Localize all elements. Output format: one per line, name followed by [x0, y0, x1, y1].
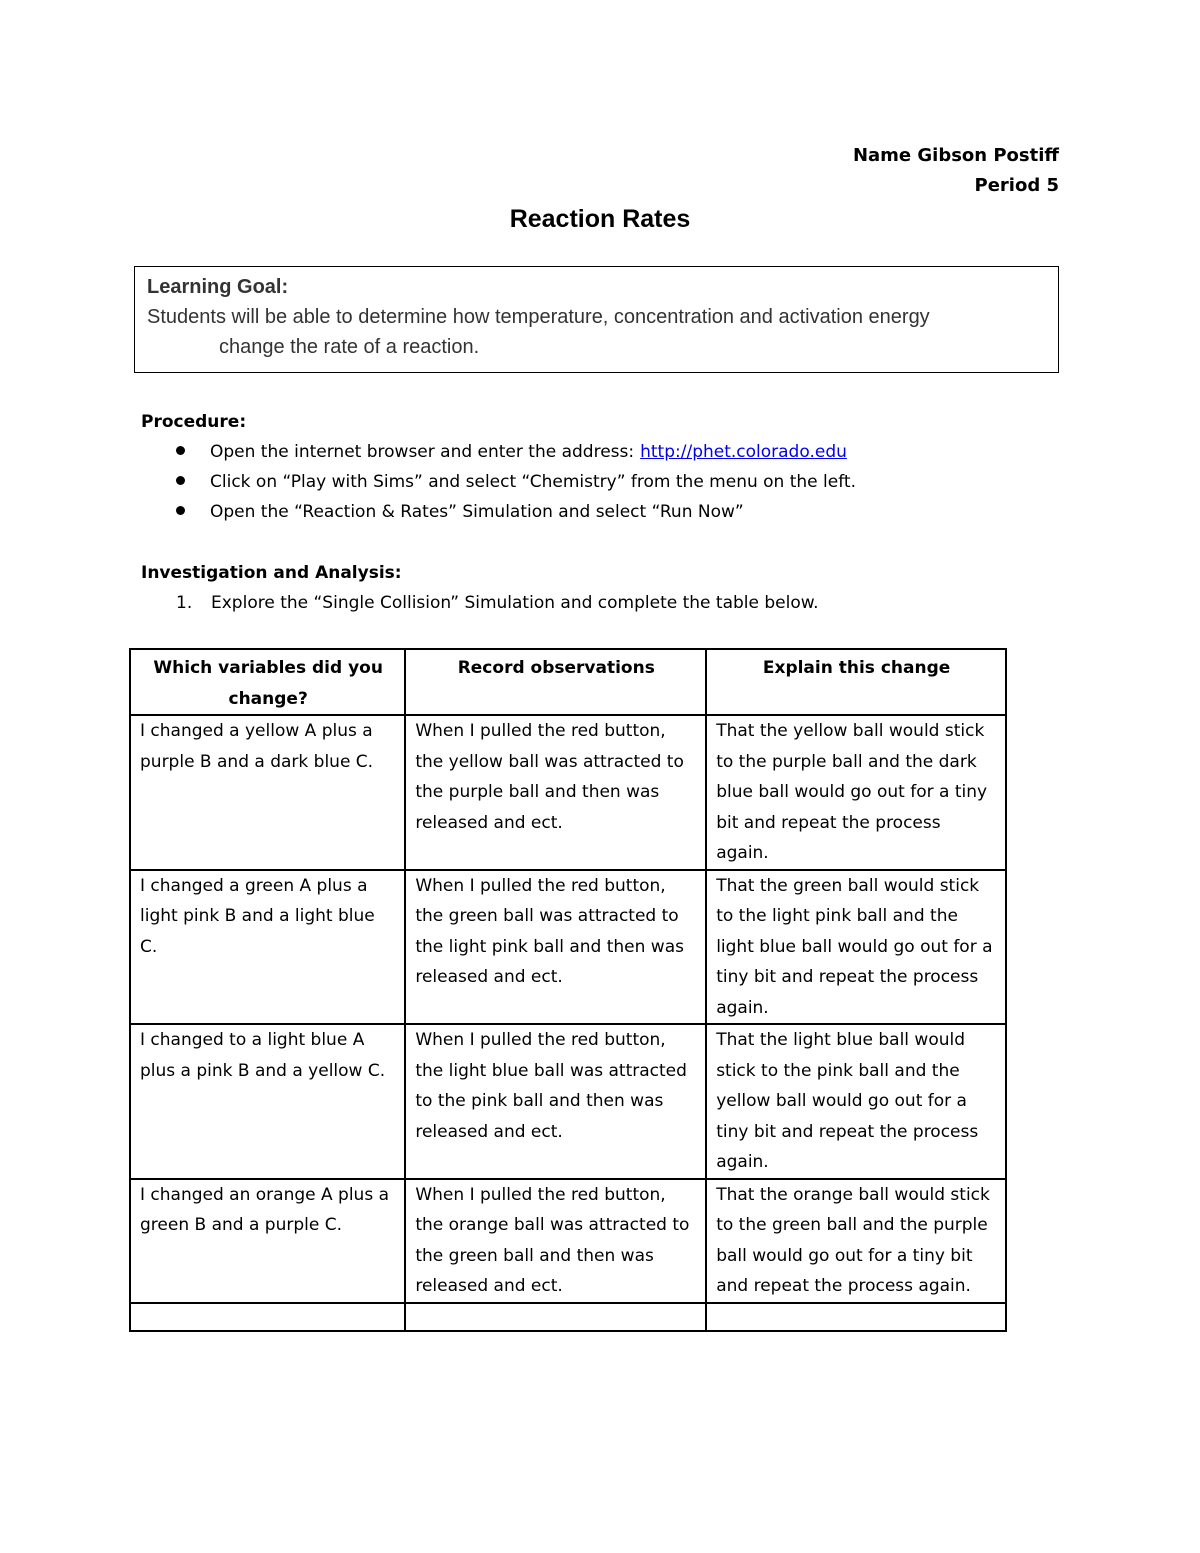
procedure-heading: Procedure:: [141, 412, 247, 432]
procedure-item: [176, 502, 744, 522]
procedure-item-text: Open the internet browser and enter the address:: [210, 442, 635, 462]
table-cell[interactable]: I changed an orange A plus a green B and a purple C.: [130, 1179, 405, 1303]
investigation-heading: Investigation and Analysis:: [141, 563, 402, 583]
table-cell[interactable]: I changed to a light blue A plus a pink B and a yellow C.: [130, 1024, 405, 1179]
column-header-variables: Which variables did you change?: [130, 649, 405, 715]
observation-table: [129, 648, 1007, 1332]
column-header-explanation: Explain this change: [706, 649, 1006, 715]
table-cell[interactable]: [130, 1303, 405, 1331]
table-cell[interactable]: When I pulled the red button, the light blue ball was attracted to the pink ball and then was released and ect.: [405, 1024, 706, 1179]
table-cell[interactable]: That the green ball would stick to the light pink ball and the light blue ball would go out for a tiny bit and repeat the process again.: [706, 870, 1006, 1025]
step-text: Explore the “Single Collision” Simulation and complete the table below.: [211, 593, 819, 613]
learning-goal-text-line-1: Students will be able to determine how temperature, concentration and activation energy: [147, 306, 930, 328]
step-number: 1.: [176, 593, 193, 613]
learning-goal-box: [134, 266, 1059, 373]
student-name: Name Gibson Postiff: [852, 145, 1059, 166]
table-cell[interactable]: When I pulled the red button, the green ball was attracted to the light pink ball and then was released and ect.: [405, 870, 706, 1025]
table-header-row: [130, 649, 1006, 715]
table-cell[interactable]: That the light blue ball would stick to the pink ball and the yellow ball would go out for a tiny bit and repeat the process again.: [706, 1024, 1006, 1179]
bullet-icon: [176, 446, 185, 455]
procedure-item: [176, 442, 847, 462]
procedure-item: [176, 472, 856, 492]
class-period: Period 5: [974, 175, 1059, 196]
bullet-icon: [176, 506, 185, 515]
table-row: [130, 1024, 1006, 1179]
table-cell[interactable]: When I pulled the red button, the yellow ball was attracted to the purple ball and then was released and ect.: [405, 715, 706, 870]
table-row: [130, 715, 1006, 870]
table-row-empty: [130, 1303, 1006, 1331]
bullet-icon: [176, 476, 185, 485]
table-cell[interactable]: I changed a yellow A plus a purple B and a dark blue C.: [130, 715, 405, 870]
table-cell[interactable]: [405, 1303, 706, 1331]
table-cell[interactable]: [706, 1303, 1006, 1331]
procedure-item-text: Open the “Reaction & Rates” Simulation and select “Run Now”: [210, 502, 744, 522]
table-cell[interactable]: When I pulled the red button, the orange ball was attracted to the green ball and then was released and ect.: [405, 1179, 706, 1303]
learning-goal-heading: Learning Goal:: [147, 276, 289, 298]
column-header-observations: Record observations: [405, 649, 706, 715]
table-cell[interactable]: That the yellow ball would stick to the purple ball and the dark blue ball would go out for a tiny bit and repeat the process again.: [706, 715, 1006, 870]
table-cell[interactable]: I changed a green A plus a light pink B and a light blue C.: [130, 870, 405, 1025]
learning-goal-text-line-2: change the rate of a reaction.: [219, 336, 480, 358]
table-row: [130, 1179, 1006, 1303]
phet-link[interactable]: http://phet.colorado.edu: [640, 442, 847, 462]
procedure-item-text: Click on “Play with Sims” and select “Chemistry” from the menu on the left.: [210, 472, 856, 492]
investigation-step: [176, 593, 818, 613]
page-title: Reaction Rates: [509, 205, 691, 233]
table-cell[interactable]: That the orange ball would stick to the green ball and the purple ball would go out for a tiny bit and repeat the process again.: [706, 1179, 1006, 1303]
table-row: [130, 870, 1006, 1025]
